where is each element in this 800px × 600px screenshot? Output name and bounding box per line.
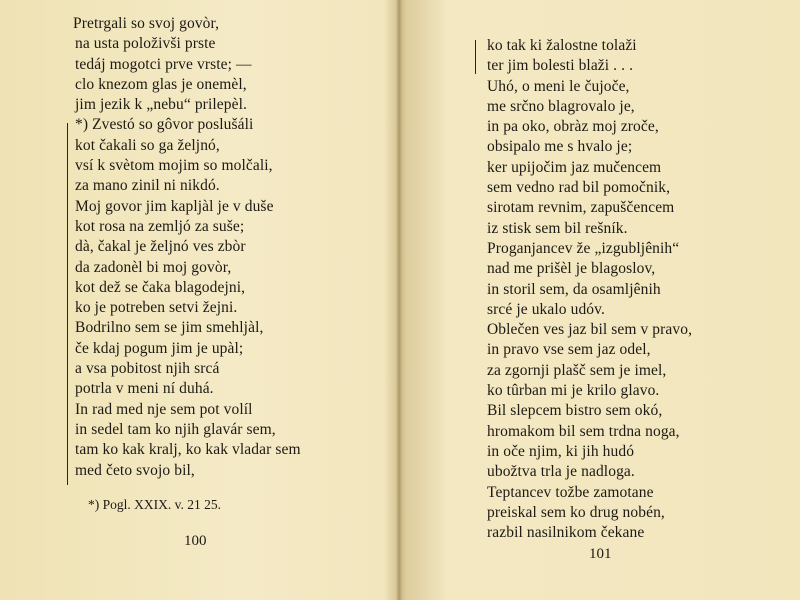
verse-line: sirotam revnim, zapuščencem	[487, 199, 675, 217]
verse-line: ko tûrban mi je krilo glavo.	[487, 382, 660, 400]
verse-line: kot dež se čaka blagodejni,	[75, 278, 246, 296]
verse-line: ubožtva trla je nadloga.	[487, 463, 635, 481]
verse-line: obsipalo me s hvalo je;	[487, 138, 633, 156]
verse-line: ko je potreben setvi žejni.	[75, 299, 238, 317]
verse-line: srcé je ukalo udóv.	[487, 300, 605, 318]
verse-line: Pretrgali so svoj govòr,	[73, 15, 220, 32]
verse-line: ter jim bolesti blaži . . .	[487, 57, 634, 75]
verse-line: da zadonèl bi moj govòr,	[75, 258, 232, 276]
footnote: *) Pogl. XXIX. v. 21 25.	[88, 497, 221, 512]
left-margin-bar	[67, 123, 68, 485]
page-number-right: 101	[589, 546, 612, 562]
verse-line: potrla v meni ní duhá.	[75, 380, 214, 398]
verse-line: za mano zinil ni nikdó.	[75, 177, 220, 195]
verse-line: med četo svojo bil,	[75, 461, 195, 479]
verse-line: ko tak ki žalostne tolaži	[487, 37, 637, 54]
verse-line: In rad med nje sem pot volíl	[75, 400, 253, 418]
verse-line: če kdaj pogum jim je upàl;	[75, 339, 244, 357]
verse-line: Uhó, o meni le čujoče,	[487, 77, 630, 95]
verse-line: in sedel tam ko njih glavár sem,	[75, 420, 276, 438]
verse-line: in pa oko, obràz moj zroče,	[487, 118, 659, 136]
verse-line: Teptancev tožbe zamotane	[487, 483, 654, 501]
verse-line: ker upijočim jaz mučencem	[487, 158, 662, 176]
verse-line: nad me prišèl je blagoslov,	[487, 260, 656, 278]
verse-line: Moj govor jim kapljàl je v duše	[75, 197, 274, 215]
left-page-text	[75, 14, 301, 481]
verse-line: tedáj mogotci prve vrste; —	[75, 55, 252, 73]
verse-line: kot čakali so ga željnó,	[75, 136, 220, 154]
page-number-left: 100	[184, 533, 207, 549]
verse-line: tam ko kak kralj, ko kak vladar sem	[75, 441, 301, 459]
right-page	[402, 0, 800, 600]
verse-line: clo knezom glas je onemèl,	[75, 75, 247, 93]
verse-line: za zgornji plašč sem je imel,	[487, 361, 667, 379]
left-page	[0, 0, 398, 600]
verse-line: Proganjancev že „izgubljênih“	[487, 239, 680, 257]
verse-line: *) Zvestó so gôvor poslušáli	[75, 116, 254, 134]
verse-line: Oblečen ves jaz bil sem v pravo,	[487, 321, 693, 339]
verse-line: iz stisk sem bil rešník.	[487, 219, 628, 237]
verse-line: a vsa pobitost njih srcá	[75, 360, 220, 378]
verse-line: dà, čakal je željnó ves zbòr	[75, 238, 246, 256]
right-page-text	[487, 36, 692, 543]
verse-line: razbil nasilnikom čekane	[487, 524, 645, 542]
verse-line: in oče njim, ki jih hudó	[487, 442, 635, 460]
verse-line: Bodrilno sem se jim smehljàl,	[75, 319, 264, 337]
right-margin-bar	[475, 40, 476, 74]
verse-line: Bil slepcem bistro sem okó,	[487, 402, 663, 420]
verse-line: jim jezik k „nebu“ prilepèl.	[75, 96, 247, 114]
verse-line: na usta položivši prste	[75, 35, 216, 53]
verse-line: kot rosa na zemljó za suše;	[75, 217, 245, 235]
verse-line: vsí k svètom mojim so molčali,	[75, 157, 273, 175]
verse-line: hromakom bil sem trdna noga,	[487, 422, 680, 440]
verse-line: me srčno blagrovalo je,	[487, 97, 635, 115]
verse-line: in storil sem, da osamljênih	[487, 280, 661, 298]
verse-line: in pravo vse sem jaz odel,	[487, 341, 651, 359]
verse-line: preiskal sem ko drug nobén,	[487, 503, 665, 521]
verse-line: sem vedno rad bil pomočnik,	[487, 179, 671, 197]
